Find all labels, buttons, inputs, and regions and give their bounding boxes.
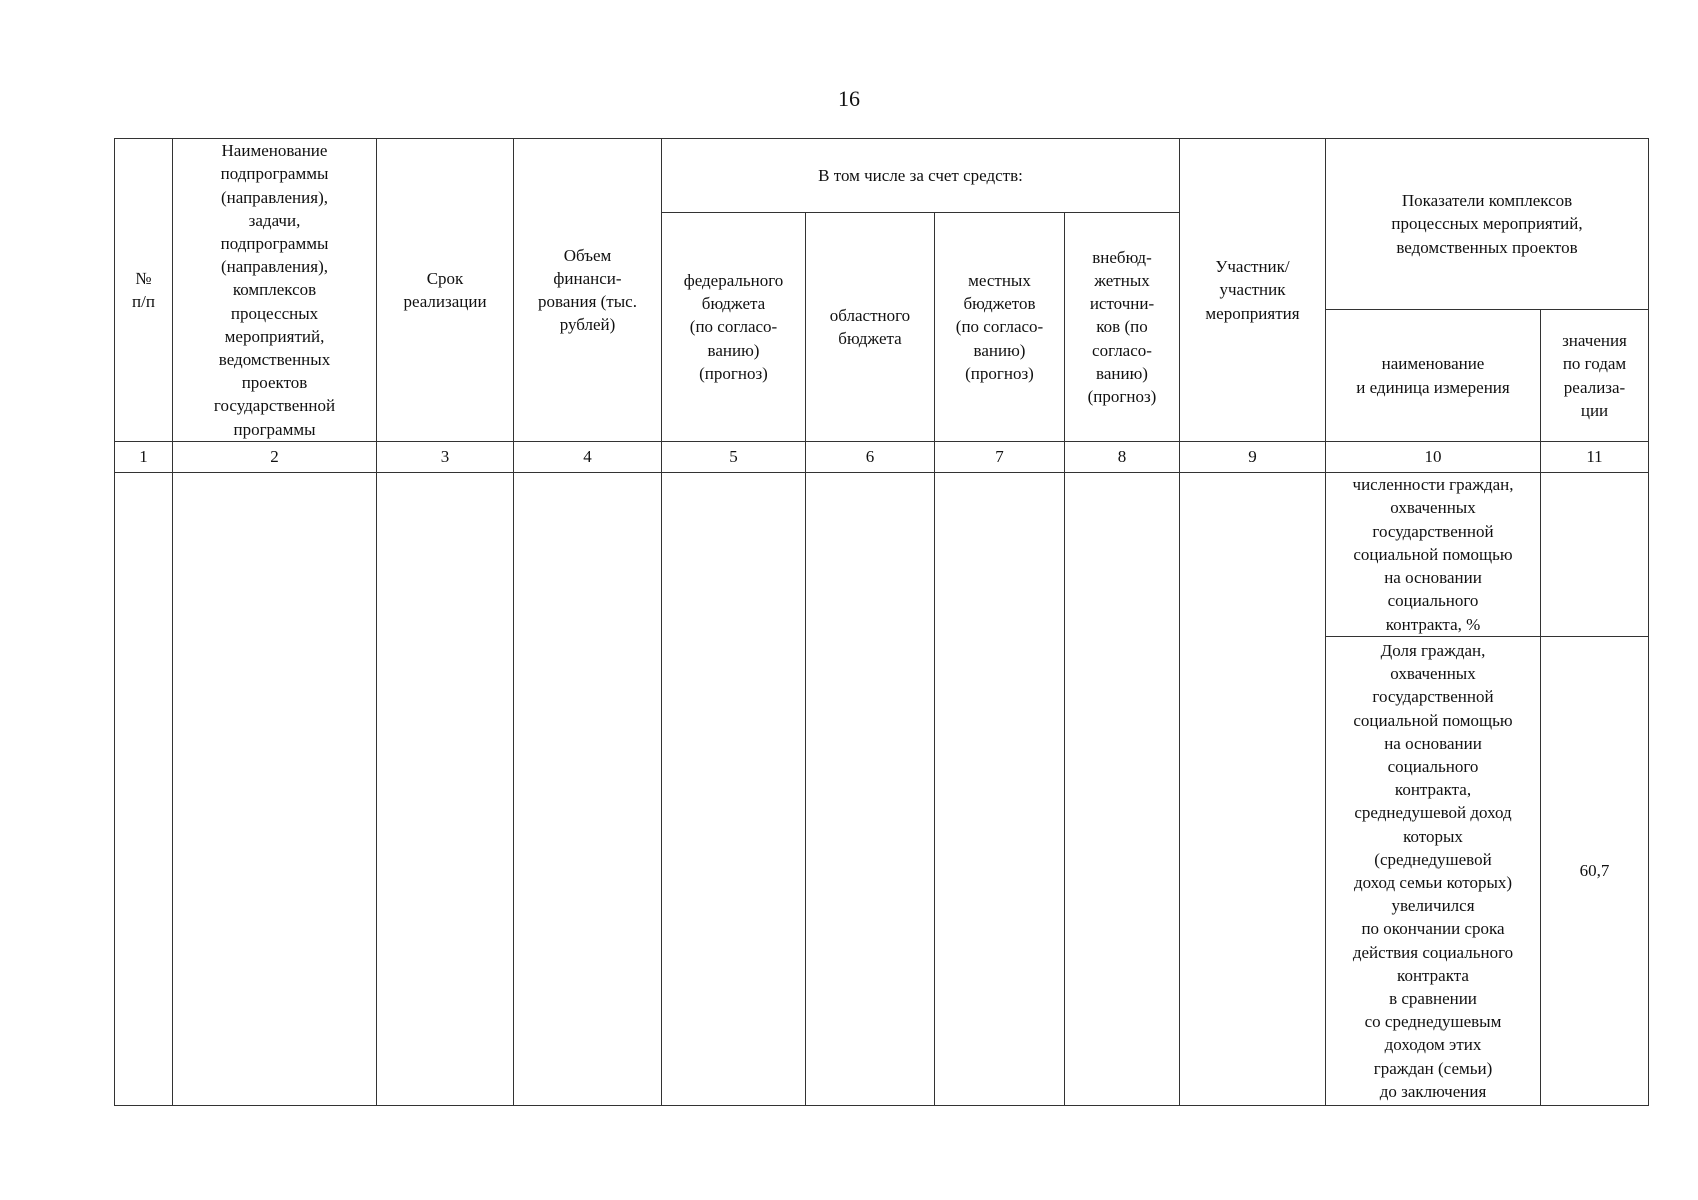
- header-col-indicator-values: значения по годам реализа- ции: [1541, 310, 1649, 442]
- program-table: [114, 138, 1649, 1106]
- header-group-indicators: Показатели комплексов процессных мероприятий, ведомственных проектов: [1326, 139, 1649, 310]
- page-number: 16: [838, 86, 860, 111]
- table-row: [115, 473, 1649, 637]
- column-number: 3: [377, 442, 514, 473]
- empty-cell: [514, 473, 662, 1106]
- header-col-participant: Участник/ участник мероприятия: [1180, 139, 1326, 442]
- header-col-name: Наименование подпрограммы (направления), задачи, подпрограммы (направления), комплексов процессных мероприятий, ведомственных проектов государственной программы: [173, 139, 377, 442]
- header-col-local: местных бюджетов (по согласо- ванию) (прогноз): [935, 213, 1065, 442]
- header-col-no: № п/п: [115, 139, 173, 442]
- header-col-term: Срок реализации: [377, 139, 514, 442]
- indicator-value-cell: 60,7: [1541, 637, 1649, 1106]
- column-number: 5: [662, 442, 806, 473]
- column-numbers-row: [115, 442, 1649, 473]
- column-number: 10: [1326, 442, 1541, 473]
- header-col-indicator-name: наименование и единица измерения: [1326, 310, 1541, 442]
- header-group-funds: В том числе за счет средств:: [662, 139, 1180, 213]
- indicator-name-cell: Доля граждан, охваченных государственной социальной помощью на основании социального контракта, среднедушевой доход которых (среднедушевой доход семьи которых) увеличился по окончании срока действия социального контракта в сравнении со среднедушевым доходом этих граждан (семьи) до заключения: [1326, 637, 1541, 1106]
- column-number: 6: [806, 442, 935, 473]
- column-number: 7: [935, 442, 1065, 473]
- empty-cell: [377, 473, 514, 1106]
- column-number: 11: [1541, 442, 1649, 473]
- indicator-value-cell: [1541, 473, 1649, 637]
- indicator-name-cell: численности граждан, охваченных государственной социальной помощью на основании социального контракта, %: [1326, 473, 1541, 637]
- empty-cell: [662, 473, 806, 1106]
- column-number: 2: [173, 442, 377, 473]
- header-col-regional: областного бюджета: [806, 213, 935, 442]
- column-number: 4: [514, 442, 662, 473]
- column-number: 1: [115, 442, 173, 473]
- header-col-extra: внебюд- жетных источни- ков (по согласо- ванию) (прогноз): [1065, 213, 1180, 442]
- empty-cell: [115, 473, 173, 1106]
- empty-cell: [173, 473, 377, 1106]
- column-number: 8: [1065, 442, 1180, 473]
- empty-cell: [935, 473, 1065, 1106]
- header-col-volume: Объем финанси- рования (тыс. рублей): [514, 139, 662, 442]
- empty-cell: [806, 473, 935, 1106]
- header-col-federal: федерального бюджета (по согласо- ванию) (прогноз): [662, 213, 806, 442]
- column-number: 9: [1180, 442, 1326, 473]
- empty-cell: [1180, 473, 1326, 1106]
- header-row-1: [115, 139, 1649, 213]
- empty-cell: [1065, 473, 1180, 1106]
